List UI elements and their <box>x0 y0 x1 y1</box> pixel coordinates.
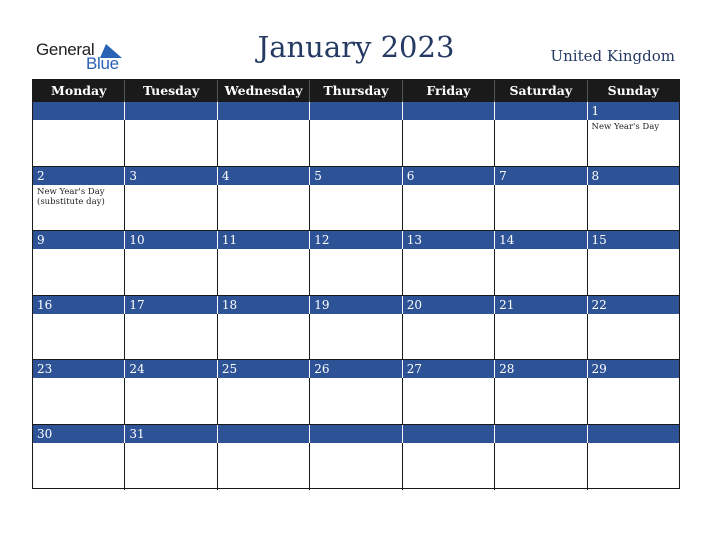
day-number-band <box>33 167 679 185</box>
day-cell <box>403 185 495 231</box>
day-number: 27 <box>403 360 495 378</box>
day-number: 3 <box>125 167 217 185</box>
day-number: 17 <box>125 296 217 314</box>
day-number: 24 <box>125 360 217 378</box>
day-number: 7 <box>495 167 587 185</box>
day-cell <box>403 443 495 490</box>
day-number-band <box>33 102 679 120</box>
logo-word-general: General <box>36 40 95 59</box>
day-number <box>403 102 495 120</box>
day-number: 29 <box>591 362 607 377</box>
holiday-label: New Year's Day (substitute day) <box>37 186 105 207</box>
day-events-band <box>33 314 679 361</box>
day-cell <box>218 185 310 231</box>
day-cell <box>588 249 679 295</box>
day-cell <box>33 185 125 231</box>
weekday-header: Wednesday <box>218 80 310 102</box>
weekday-header: Thursday <box>310 80 402 102</box>
day-cell <box>588 443 679 490</box>
day-cell <box>588 378 679 424</box>
day-cell <box>33 378 125 424</box>
day-cell <box>403 314 495 360</box>
day-cell <box>125 120 217 166</box>
weekday-header: Saturday <box>495 80 587 102</box>
calendar-week-row <box>33 296 679 361</box>
day-number: 20 <box>403 296 495 314</box>
holiday-label: New Year's Day <box>591 122 660 132</box>
day-number: 26 <box>310 360 402 378</box>
day-cell <box>33 314 125 360</box>
day-cell <box>495 185 587 231</box>
day-number <box>33 102 125 120</box>
day-number <box>403 425 495 443</box>
day-number: 15 <box>591 233 607 248</box>
day-cell <box>125 185 217 231</box>
day-number: 19 <box>310 296 402 314</box>
weekday-header: Sunday <box>607 83 659 98</box>
day-events-band <box>33 443 679 490</box>
calendar-grid <box>32 79 680 489</box>
day-number <box>218 425 310 443</box>
day-cell <box>495 120 587 166</box>
day-number: 31 <box>125 425 217 443</box>
day-number: 23 <box>33 360 125 378</box>
day-number <box>588 425 679 443</box>
weekday-header-row <box>33 80 679 102</box>
day-number: 6 <box>403 167 495 185</box>
day-cell <box>310 443 402 490</box>
day-events-band <box>33 185 679 232</box>
day-number: 4 <box>218 167 310 185</box>
day-cell <box>403 378 495 424</box>
day-number: 9 <box>33 231 125 249</box>
day-cell <box>310 185 402 231</box>
calendar-week-row <box>33 102 679 167</box>
day-number-band <box>33 231 679 249</box>
weekday-header: Monday <box>33 80 125 102</box>
day-number: 30 <box>33 425 125 443</box>
day-number <box>495 102 587 120</box>
weekday-header: Tuesday <box>125 80 217 102</box>
day-number: 13 <box>403 231 495 249</box>
day-number: 18 <box>218 296 310 314</box>
day-cell <box>495 249 587 295</box>
day-number: 28 <box>495 360 587 378</box>
day-cell <box>495 378 587 424</box>
day-cell <box>33 120 125 166</box>
day-number: 10 <box>125 231 217 249</box>
day-cell <box>218 249 310 295</box>
day-cell <box>403 249 495 295</box>
day-number <box>310 425 402 443</box>
day-cell <box>310 378 402 424</box>
calendar-week-row <box>33 231 679 296</box>
day-number <box>218 102 310 120</box>
day-number-band <box>33 425 679 443</box>
day-number-band <box>33 360 679 378</box>
day-number: 8 <box>591 168 600 183</box>
day-cell <box>218 314 310 360</box>
day-cell <box>403 120 495 166</box>
day-number-band <box>33 296 679 314</box>
day-number: 14 <box>495 231 587 249</box>
day-cell <box>33 443 125 490</box>
day-cell <box>588 185 679 231</box>
day-events-band <box>33 120 679 167</box>
day-cell <box>125 378 217 424</box>
day-cell <box>495 443 587 490</box>
day-number <box>495 425 587 443</box>
day-number: 21 <box>495 296 587 314</box>
calendar-week-row <box>33 360 679 425</box>
logo-word-blue: Blue <box>86 54 119 73</box>
day-cell <box>218 378 310 424</box>
weeks-container <box>33 102 679 490</box>
day-number: 5 <box>310 167 402 185</box>
day-number: 16 <box>33 296 125 314</box>
day-number: 22 <box>591 297 607 312</box>
day-cell <box>125 314 217 360</box>
country-label: United Kingdom <box>550 47 675 65</box>
day-number: 25 <box>218 360 310 378</box>
day-events-band <box>33 249 679 296</box>
day-cell <box>218 443 310 490</box>
day-cell <box>588 120 679 166</box>
page-title: January 2023 <box>257 30 455 64</box>
day-number: 1 <box>591 104 600 118</box>
day-number <box>125 102 217 120</box>
calendar-week-row <box>33 167 679 232</box>
day-cell <box>33 249 125 295</box>
day-cell <box>588 314 679 360</box>
day-cell <box>495 314 587 360</box>
day-number <box>310 102 402 120</box>
day-number: 11 <box>218 231 310 249</box>
day-cell <box>310 120 402 166</box>
day-cell <box>310 314 402 360</box>
weekday-header: Friday <box>403 80 495 102</box>
day-number: 2 <box>33 167 125 185</box>
day-cell <box>310 249 402 295</box>
calendar-week-row <box>33 425 679 490</box>
day-cell <box>125 443 217 490</box>
day-events-band <box>33 378 679 425</box>
day-cell <box>125 249 217 295</box>
day-cell <box>218 120 310 166</box>
day-number: 12 <box>310 231 402 249</box>
